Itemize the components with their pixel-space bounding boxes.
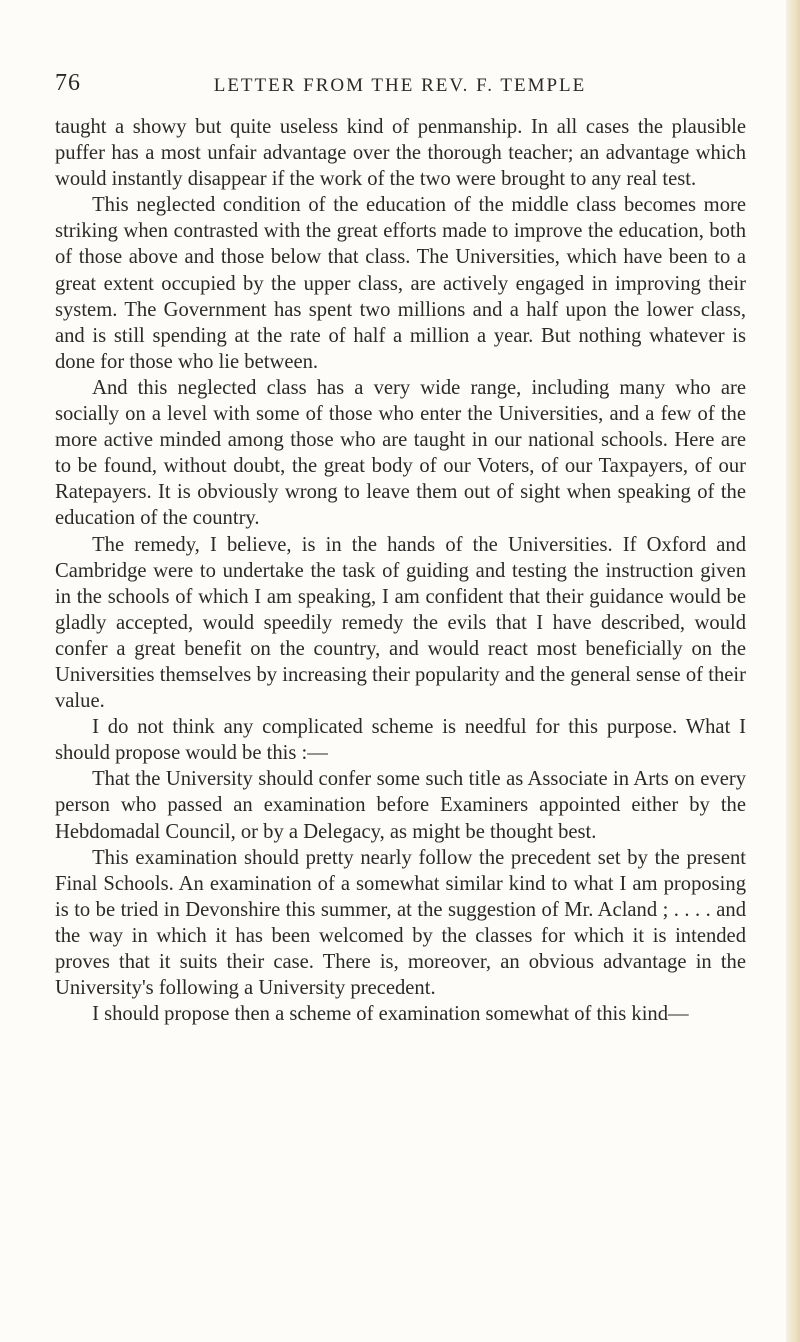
body-text	[55, 114, 746, 1027]
paragraph: The remedy, I believe, is in the hands of the Universities. If Oxford and Cambridge were to undertake the task of guiding and testing the instruction given in the schools of which I am speaking, I am confident that their guidance would be gladly accepted, would speedily remedy the evils that I have described, would confer a great benefit on the country, and would react most beneficially on the Universities themselves by increasing their popularity and the general sense of their value.	[55, 533, 746, 713]
paragraph: This examination should pretty nearly follow the precedent set by the present Final Schools. An examination of a somewhat similar kind to what I am proposing is to be tried in Devonshire this summer, at the suggestion of Mr. Acland ; . . . . and the way in which it has been welcomed by the classes for which it is intended proves that it suits their case. There is, moreover, an obvious advantage in the University's following a University precedent.	[55, 846, 746, 1000]
paragraph: This neglected condition of the education of the middle class becomes more striking when contrasted with the great efforts made to improve the education, both of those above and those below that class. The Universities, which have been to a great extent occupied by the upper class, are actively engaged in improving their system. The Government has spent two millions and a half upon the lower class, and is still spending at the rate of half a million a year. But nothing whatever is done for those who lie between.	[55, 194, 746, 373]
paragraph: And this neglected class has a very wide range, including many who are socially on a level with some of those who enter the Universities, and a few of the more active minded among those who are taught in our national schools. Here are to be found, without doubt, the great body of our Voters, of our Taxpayers, of our Ratepayers. It is obviously wrong to leave them out of sight when speaking of the education of the country.	[55, 376, 746, 530]
page-number: 76	[55, 70, 81, 96]
paragraph: I do not think any complicated scheme is needful for this purpose. What I should propose would be this :—	[55, 716, 746, 765]
paragraph: I should propose then a scheme of examination somewhat of this kind—	[92, 1003, 689, 1026]
page-header	[55, 70, 745, 104]
paragraph: That the University should confer some such title as Associate in Arts on every person who passed an examination before Examiners appointed either by the Hebdomadal Council, or by a Delegacy, as might be thought best.	[55, 768, 746, 843]
page-edge-shadow	[786, 0, 800, 1342]
paragraph: taught a showy but quite useless kind of penmanship. In all cases the plausible puffer has a most unfair advantage over the thorough teacher; an advantage which would instantly disappear if the work of the two were brought to any real test.	[55, 116, 746, 191]
running-head: LETTER FROM THE REV. F. TEMPLE	[213, 75, 587, 96]
